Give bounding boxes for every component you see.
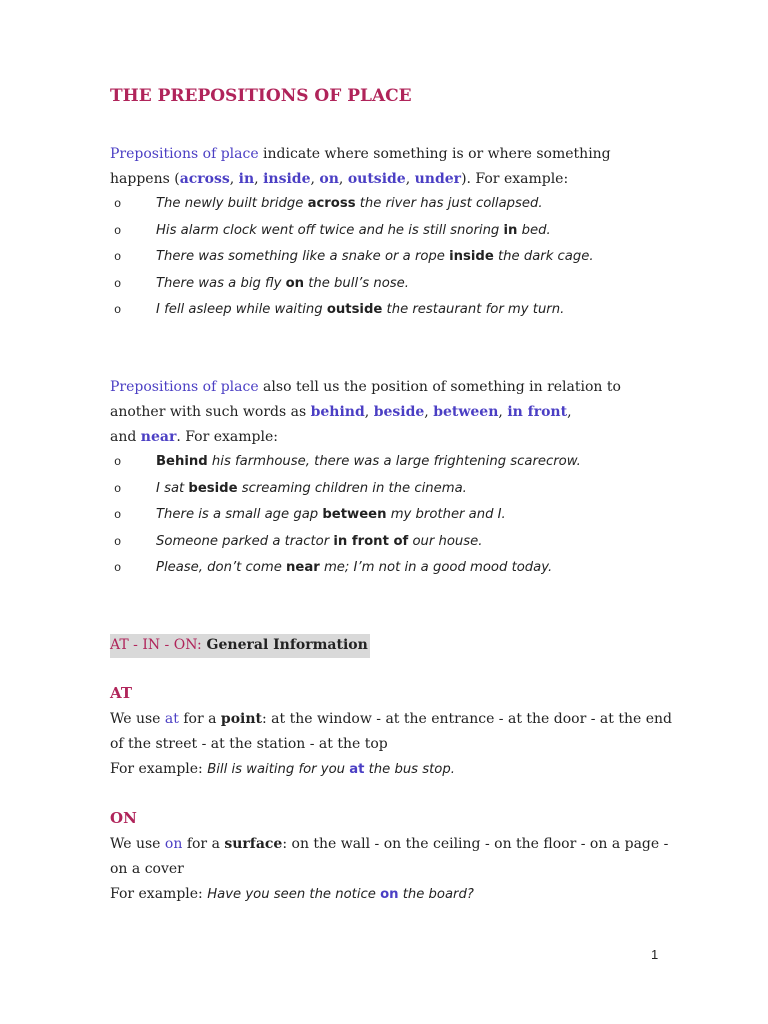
keyword: outside	[347, 171, 406, 187]
text: and	[110, 429, 141, 445]
at-paragraph	[110, 707, 670, 782]
bullet-icon: o	[114, 534, 122, 549]
bullet-icon: o	[114, 197, 122, 211]
bullet-icon: o	[114, 303, 122, 317]
example-label: For example:	[110, 761, 208, 777]
on-paragraph	[110, 832, 670, 907]
bold-term: point	[220, 711, 262, 727]
bullet-icon: o	[114, 455, 122, 469]
keyword: in front	[507, 404, 568, 420]
text: We use	[110, 836, 165, 852]
example-label: For example:	[110, 886, 208, 902]
term-highlight: Prepositions of place	[110, 379, 259, 395]
text: on a cover	[110, 861, 184, 877]
keyword: on	[164, 836, 183, 852]
text: : at the window - at the entrance - at the door - at the end	[262, 711, 672, 727]
bullet-icon: o	[114, 561, 122, 575]
keyword: near	[140, 429, 177, 445]
text: indicate where something is or where something	[258, 146, 611, 162]
keyword: at	[164, 711, 179, 727]
text: of the street - at the station - at the top	[110, 736, 388, 752]
keyword: across	[179, 171, 230, 187]
bullet-icon: o	[114, 223, 122, 238]
text: happens (	[110, 171, 180, 187]
bullet-icon: o	[114, 276, 122, 291]
bullet-icon: o	[114, 250, 122, 264]
text: : on the wall - on the ceiling - on the floor - on a page -	[282, 836, 669, 852]
keyword: in	[238, 171, 255, 187]
text: for a	[182, 836, 225, 852]
text: also tell us the position of something in relation to	[258, 379, 621, 395]
keyword: inside	[263, 171, 311, 187]
text: ). For example:	[461, 171, 569, 187]
page-title: THE PREPOSITIONS OF PLACE	[110, 86, 412, 106]
bold-term: surface	[224, 836, 283, 852]
document-page: THE PREPOSITIONS OF PLACE Prepositions of place indicate where something is or where something happens (across, in, inside, on, outside, under). For example: o The newly built bridge across the river has just collapsed. o His alarm clock went off twice and he is still snoring in bed. o There was something like a snake or a rope inside the dark cage. o There was a big fly on the bull’s nose. o I fell asleep while waiting outside the restaurant for my turn. Prepositions of place also tell us the position of something in relation to another with such words as behind, beside, between, in front, and near. For example: o Behind his farmhouse, there was a large frightening scarecrow. o I sat beside screaming children in the cinema. o There is a small age gap between my brother and I. o Someone parked a tractor in front of our house. o Please, don’t come near me; I’m not in a good mood today. AT - IN - ON: General Information AT We use at for a point: at the window - at the entrance - at the door - at the end of the street - at the station - at the top For example: Bill is waiting for you at the bus stop. ON We use on for a surface: on the wall - on the ceiling - on the floor - on a page - on a cover For example: Have you seen the notice on the board? 1	[110, 86, 672, 962]
intro-paragraph-1: Prepositions of place indicate where something is or where something happens (across, in, inside, on, outside, under). For example:	[110, 146, 611, 187]
term-highlight: Prepositions of place	[110, 146, 259, 162]
text: . For example:	[176, 429, 278, 445]
keyword: under	[414, 171, 462, 187]
section-heading-text: General Information	[201, 637, 368, 653]
on-heading: ON	[110, 809, 137, 827]
page-number: 1	[651, 947, 659, 962]
keyword: on	[319, 171, 339, 187]
bullet-icon: o	[114, 508, 122, 522]
example-sentence: Have you seen the notice on the board?	[207, 887, 474, 902]
at-heading: AT	[110, 684, 132, 702]
text: We use	[110, 711, 165, 727]
bullet-icon: o	[114, 481, 122, 496]
keyword: beside	[373, 404, 425, 420]
keyword: behind	[310, 404, 365, 420]
text: another with such words as	[110, 404, 311, 420]
section-heading	[110, 634, 370, 658]
section-heading-prefix: AT - IN - ON:	[110, 637, 202, 653]
intro-paragraph-2: Prepositions of place also tell us the position of something in relation to another with such words as behind, beside, between, in front, and near. For example:	[110, 379, 621, 445]
example-sentence: Bill is waiting for you at the bus stop.	[207, 762, 455, 777]
keyword: between	[433, 404, 499, 420]
text: for a	[178, 711, 221, 727]
